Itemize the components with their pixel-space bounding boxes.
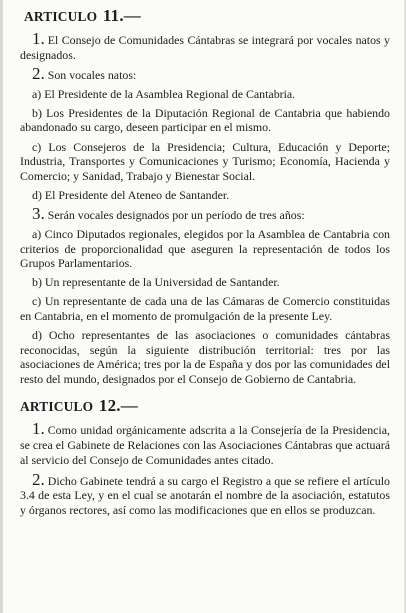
paragraph-number: 3.: [32, 203, 45, 223]
paragraph-number: 1.: [32, 29, 45, 48]
paragraph-number: 2.: [32, 63, 45, 83]
article-12-paragraph-1: [20, 419, 390, 467]
article-11-designated-d: d) Ocho representantes de las asociaciones o comunidades cántabras reconocidas, según la siguiente distribución territorial: tres por las asociaciones de América; tres por la de España y dos por las comunidades del resto del mundo, designados por el Consejo de Gobierno de Cantabria.: [20, 328, 390, 386]
article-12-heading: [20, 396, 390, 422]
paragraph-text: El Consejo de Comunidades Cántabras se integrará por vocales natos y designados.: [20, 33, 390, 62]
paragraph-number: 1.: [32, 419, 45, 439]
document-body: [20, 6, 390, 518]
article-11-item-c: c) Los Consejeros de la Presidencia; Cultura, Educación y Deporte; Industria, Transportes y Comunicaciones y Turismo; Economía, Hacienda y Comercio; y Sanidad, Trabajo y Bienestar Social.: [20, 139, 390, 183]
article-11-designated-a: a) Cinco Diputados regionales, elegidos por la Asamblea de Cantabria con criterios de proporcionalidad que aseguren la representación de todos los Grupos Parlamentarios.: [20, 227, 390, 271]
article-11-paragraph-3: [20, 203, 390, 223]
article-11-designated-c: c) Un representante de cada una de las Cámaras de Comercio constituidas en Cantabria, en el momento de promulgación de la presente Ley.: [20, 294, 390, 323]
article-11-paragraph-2: [20, 63, 390, 83]
paragraph-text: Como unidad orgánicamente adscrita a la Consejería de la Presidencia, se crea el Gabinete de Relaciones con las Asociaciones Cántabras que actuará al servicio del Consejo de Comunidades antes citado.: [20, 423, 390, 467]
article-12-label: ARTICULO: [20, 399, 94, 415]
article-12-paragraph-2: [20, 469, 390, 518]
article-11-designated-b: b) Un representante de la Universidad de Santander.: [32, 275, 280, 290]
paragraph-text: Dicho Gabinete tendrá a su cargo el Registro a que se refiere el artículo 3.4 de esta Ley, y en el cual se anotarán el nombre de la asociación, estatutos y órganos rectores, así como las modificaciones que en ellos se produzcan.: [20, 473, 390, 517]
article-11-label: ARTICULO: [24, 9, 98, 24]
article-11-paragraph-1: [20, 29, 390, 62]
page-edge-left: [0, 0, 3, 613]
paragraph-text: Serán vocales designados por un período de tres años:: [47, 207, 305, 222]
paragraph-text: Son vocales natos:: [47, 67, 137, 82]
article-11-item-d: d) El Presidente del Ateneo de Santander.: [32, 187, 230, 202]
article-11-heading: [20, 6, 390, 32]
article-11-item-a: a) El Presidente de la Asamblea Regional de Cantabria.: [32, 86, 296, 101]
paragraph-number: 2.: [32, 469, 45, 489]
article-11-number: 11.—: [102, 6, 141, 25]
article-11-item-b: b) Los Presidentes de la Diputación Regional de Cantabria que habiendo abandonado su cargo, deseen participar en el mismo.: [20, 105, 390, 135]
article-12-number: 12.—: [98, 396, 138, 416]
